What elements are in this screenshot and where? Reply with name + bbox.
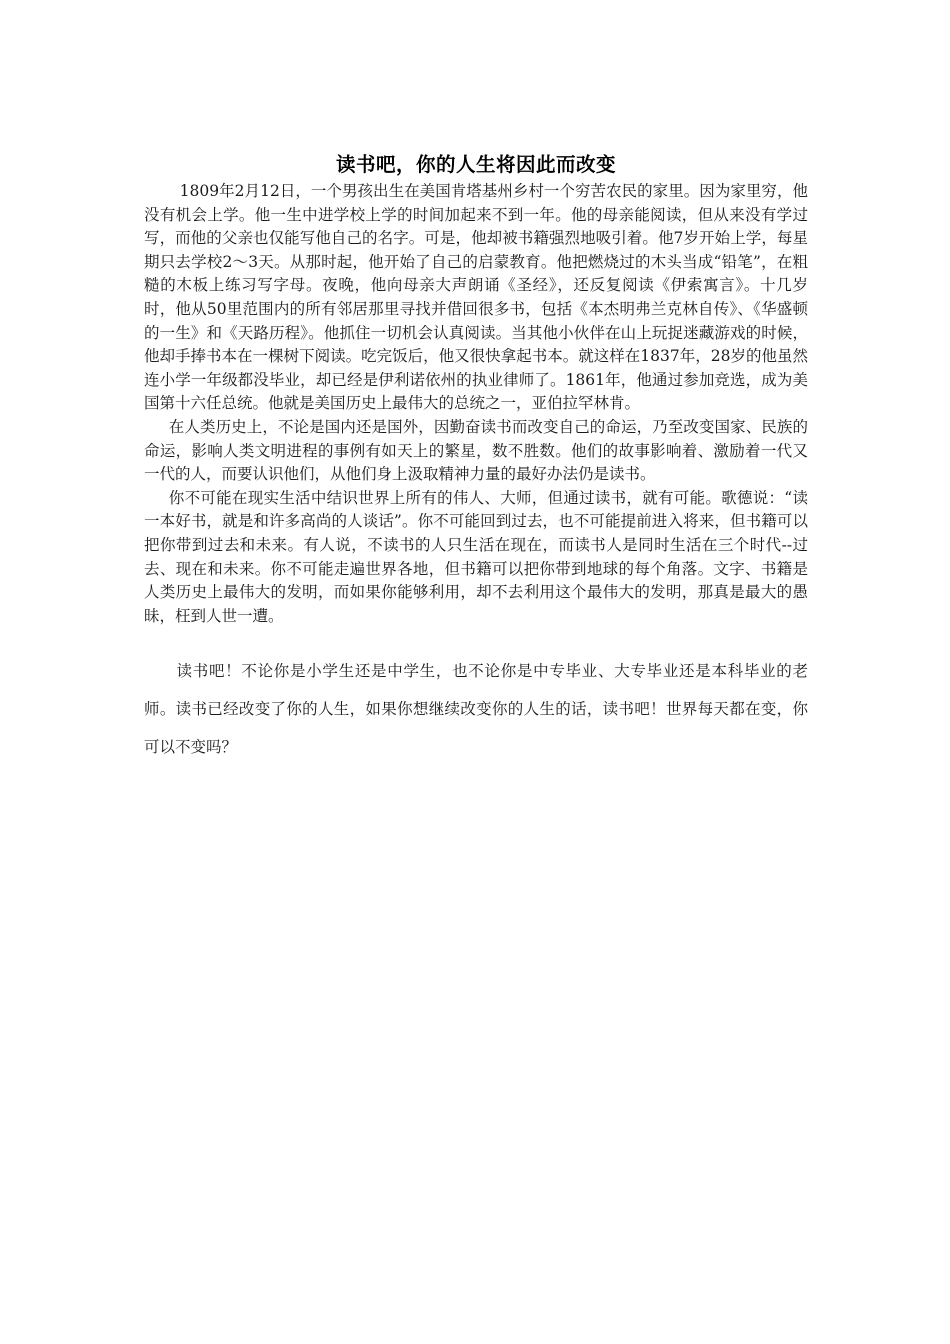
paragraph-goethe-quote: 你不可能在现实生活中结识世界上所有的伟人、大师，但通过读书，就有可能。歌德说：“读一本好书，就是和许多高尚的人谈话”。你不可能回到过去，也不可能提前进入将来，但书籍可以把你带到过去和未来。有人说，不读书的人只生活在现在，而读书人是同时生活在三个时代--过去、现在和未来。你不可能走遍世界各地，但书籍可以把你带到地球的每个角落。文字、书籍是人类历史上最伟大的发明，而如果你能够利用，却不去利用这个最伟大的发明，那真是最大的愚昧，枉到人世一遭。 [144, 488, 808, 625]
paragraph-lincoln-story: 1809年2月12日，一个男孩出生在美国肯塔基州乡村一个穷苦农民的家里。因为家里穷，他没有机会上学。他一生中进学校上学的时间加起来不到一年。他的母亲能阅读，但从来没有学过写，而他的父亲也仅能写他自己的名字。可是，他却被书籍强烈地吸引着。他7岁开始上学，每星期只去学校2～3天。从那时起，他开始了自己的启蒙教育。他把燃烧过的木头当成“铅笔”，在粗糙的木板上练习写字母。夜晚，他向母亲大声朗诵《圣经》，还反复阅读《伊索寓言》。十几岁时，他从50里范围内的所有邻居那里寻找并借回很多书，包括《本杰明弗兰克林自传》、《华盛顿的一生》和《天路历程》。他抓住一切机会认真阅读。当其他小伙伴在山上玩捉迷藏游戏的时候，他却手捧书本在一棵树下阅读。吃完饭后，他又很快拿起书本。就这样在1837年，28岁的他虽然连小学一年级都没毕业，却已经是伊利诺依州的执业律师了。1861年，他通过参加竞选，成为美国第十六任总统。他就是美国历史上最伟大的总统之一，亚伯拉罕林肯。 [144, 182, 808, 413]
paragraph-closing: 读书吧！不论你是小学生还是中学生，也不论你是中专毕业、大专毕业还是本科毕业的老师。读书已经改变了你的人生，如果你想继续改变你的人生的话，读书吧！世界每天都在变，你可以不变吗？ [144, 662, 808, 757]
paragraph-history-examples: 在人类历史上，不论是国内还是国外，因勤奋读书而改变自己的命运，乃至改变国家、民族的命运，影响人类文明进程的事例有如天上的繁星，数不胜数。他们的故事影响着、激励着一代又一代的人，而要认识他们，从他们身上汲取精神力量的最好办法仍是读书。 [144, 417, 808, 484]
document-title: 读书吧，你的人生将因此而改变 [335, 153, 616, 176]
document-body [144, 150, 808, 766]
paragraph-spacer [144, 628, 808, 652]
